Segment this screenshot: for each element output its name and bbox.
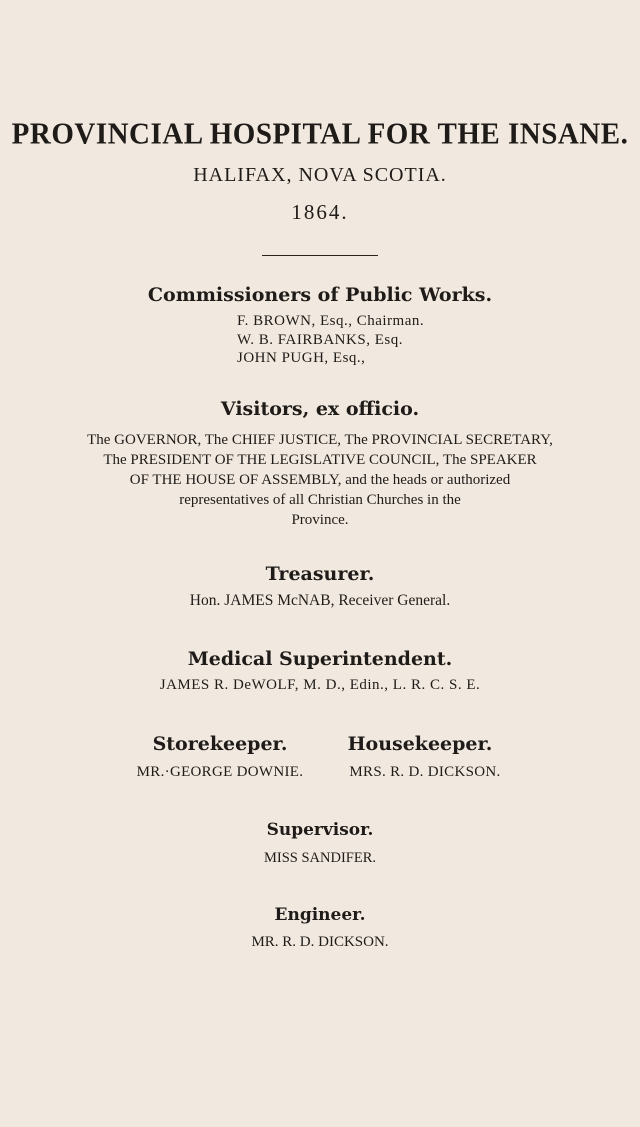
visitors-line: The GOVERNOR, The CHIEF JUSTICE, The PROVINCIAL SECRETARY, <box>87 432 553 448</box>
visitors-heading: Visitors, ex officio. <box>220 398 420 420</box>
engineer-heading: Engineer. <box>274 905 366 925</box>
housekeeper-name: MRS. R. D. DICKSON. <box>349 764 501 780</box>
title-divider <box>262 255 378 256</box>
medical-superintendent-heading: Medical Superintendent. <box>187 648 453 670</box>
engineer-name: MR. R. D. DICKSON. <box>251 934 389 950</box>
supervisor-name: MISS SANDIFER. <box>264 850 376 866</box>
treasurer-heading: Treasurer. <box>265 563 375 585</box>
page-title: PROVINCIAL HOSPITAL FOR THE INSANE. <box>11 117 629 151</box>
medical-superintendent-name: JAMES R. DeWOLF, M. D., Edin., L. R. C. S. E. <box>159 677 481 693</box>
storekeeper-heading: Storekeeper. <box>152 733 288 755</box>
visitors-text <box>0 430 640 530</box>
place-line: HALIFAX, NOVA SCOTIA. <box>193 164 447 186</box>
commissioners-heading: Commissioners of Public Works. <box>147 284 493 306</box>
visitors-line: Province. <box>291 512 349 528</box>
visitors-line: The PRESIDENT OF THE LEGISLATIVE COUNCIL, The SPEAKER <box>103 452 537 468</box>
visitors-line: representatives of all Christian Churches in the <box>179 492 461 508</box>
storekeeper-name: MR.·GEORGE DOWNIE. <box>136 764 304 780</box>
commissioner-item: W. B. FAIRBANKS, Esq. <box>237 331 403 348</box>
visitors-line: OF THE HOUSE OF ASSEMBLY, and the heads or authorized <box>129 472 511 488</box>
commissioner-item: JOHN PUGH, Esq., <box>237 350 366 366</box>
treasurer-name: Hon. JAMES McNAB, Receiver General. <box>189 592 451 609</box>
housekeeper-heading: Housekeeper. <box>347 733 493 755</box>
year-line: 1864. <box>291 200 349 224</box>
commissioner-item: F. BROWN, Esq., Chairman. <box>237 313 425 329</box>
supervisor-heading: Supervisor. <box>266 820 374 840</box>
commissioners-list <box>237 312 424 368</box>
